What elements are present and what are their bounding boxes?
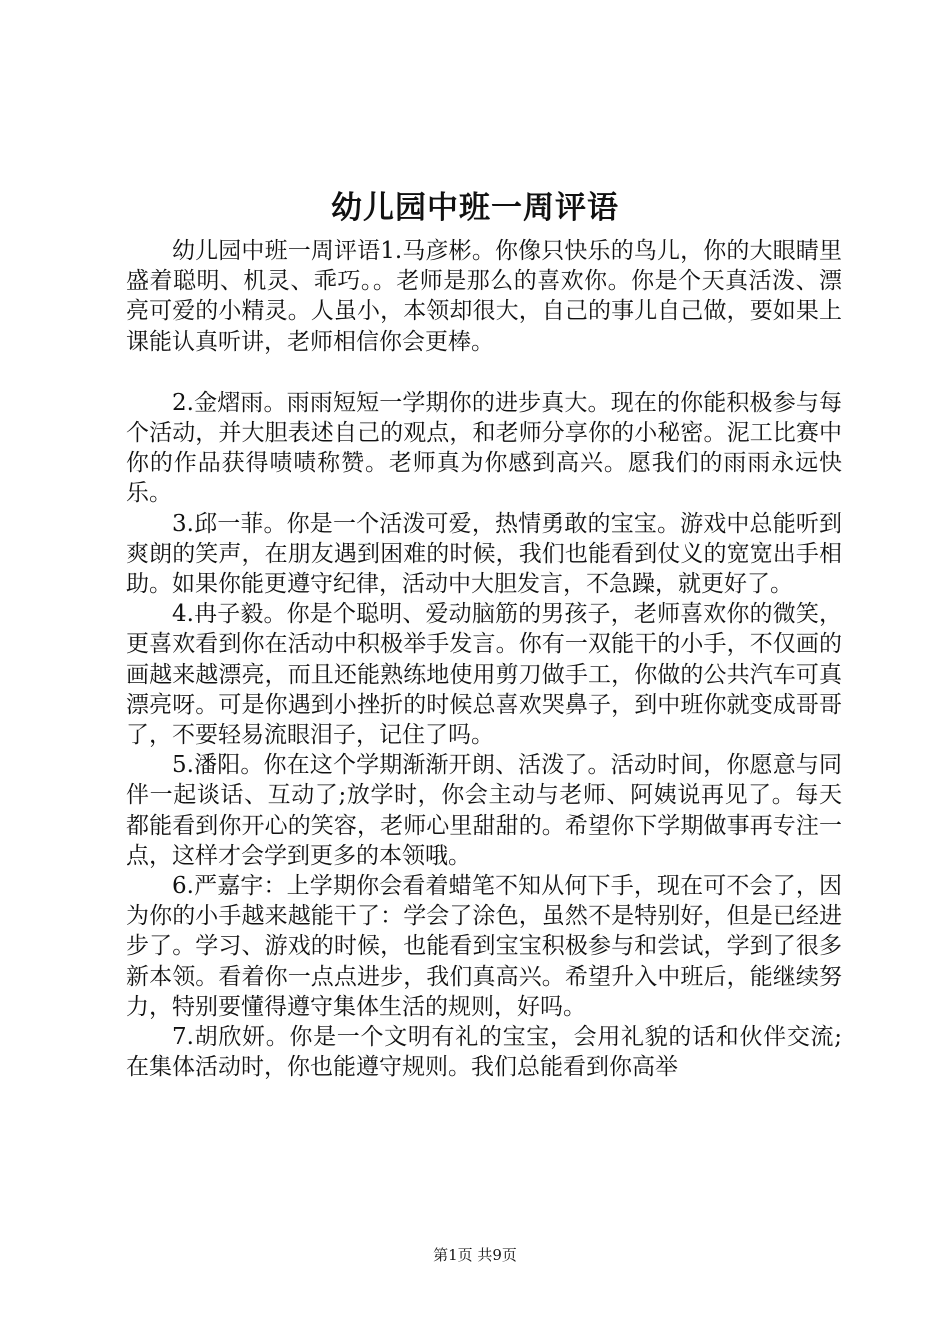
document-body xyxy=(126,236,842,1082)
document-title: 幼儿园中班一周评语 xyxy=(331,190,619,226)
paragraph-2: 2.金熠雨。雨雨短短一学期你的进步真大。现在的你能积极参与每个活动，并大胆表述自己的观点，和老师分享你的小秘密。泥工比赛中你的作品获得啧啧称赞。老师真为你感到高兴。愿我们的雨雨永远快乐。 xyxy=(126,389,842,507)
paragraph-1: 幼儿园中班一周评语1.马彦彬。你像只快乐的鸟儿，你的大眼睛里盛着聪明、机灵、乖巧。。老师是那么的喜欢你。你是个天真活泼、漂亮可爱的小精灵。人虽小，本领却很大，自己的事儿自己做，要如果上课能认真听讲，老师相信你会更棒。 xyxy=(126,238,842,355)
paragraph-4: 4.冉子毅。你是个聪明、爱动脑筋的男孩子，老师喜欢你的微笑，更喜欢看到你在活动中积极举手发言。你有一双能干的小手，不仅画的画越来越漂亮，而且还能熟练地使用剪刀做手工，你做的公共汽车可真漂亮呀。可是你遇到小挫折的时候总喜欢哭鼻子，到中班你就变成哥哥了，不要轻易流眼泪子，记住了吗。 xyxy=(126,601,842,749)
paragraph-6: 6.严嘉宇：上学期你会看着蜡笔不知从何下手，现在可不会了，因为你的小手越来越能干了：学会了涂色，虽然不是特别好，但是已经进步了。学习、游戏的时候，也能看到宝宝积极参与和尝试，学到了很多新本领。看着你一点点进步，我们真高兴。希望升入中班后，能继续努力，特别要懂得遵守集体生活的规则，好吗。 xyxy=(126,873,842,1020)
paragraph-5: 5.潘阳。你在这个学期渐渐开朗、活泼了。活动时间，你愿意与同伴一起谈话、互动了;放学时，你会主动与老师、阿姨说再见了。每天都能看到你开心的笑容，老师心里甜甜的。希望你下学期做事再专注一点，这样才会学到更多的本领哦。 xyxy=(126,752,842,869)
paragraph-gap xyxy=(126,357,842,388)
page-footer: 第1页 共9页 xyxy=(433,1246,517,1264)
paragraph-7: 7.胡欣妍。你是一个文明有礼的宝宝，会用礼貌的话和伙伴交流;在集体活动时，你也能遵守规则。我们总能看到你高举 xyxy=(126,1024,842,1081)
paragraph-3: 3.邱一菲。你是一个活泼可爱，热情勇敢的宝宝。游戏中总能听到爽朗的笑声，在朋友遇到困难的时候，我们也能看到仗义的宽宽出手相助。如果你能更遵守纪律，活动中大胆发言，不急躁，就更好了。 xyxy=(126,510,842,598)
